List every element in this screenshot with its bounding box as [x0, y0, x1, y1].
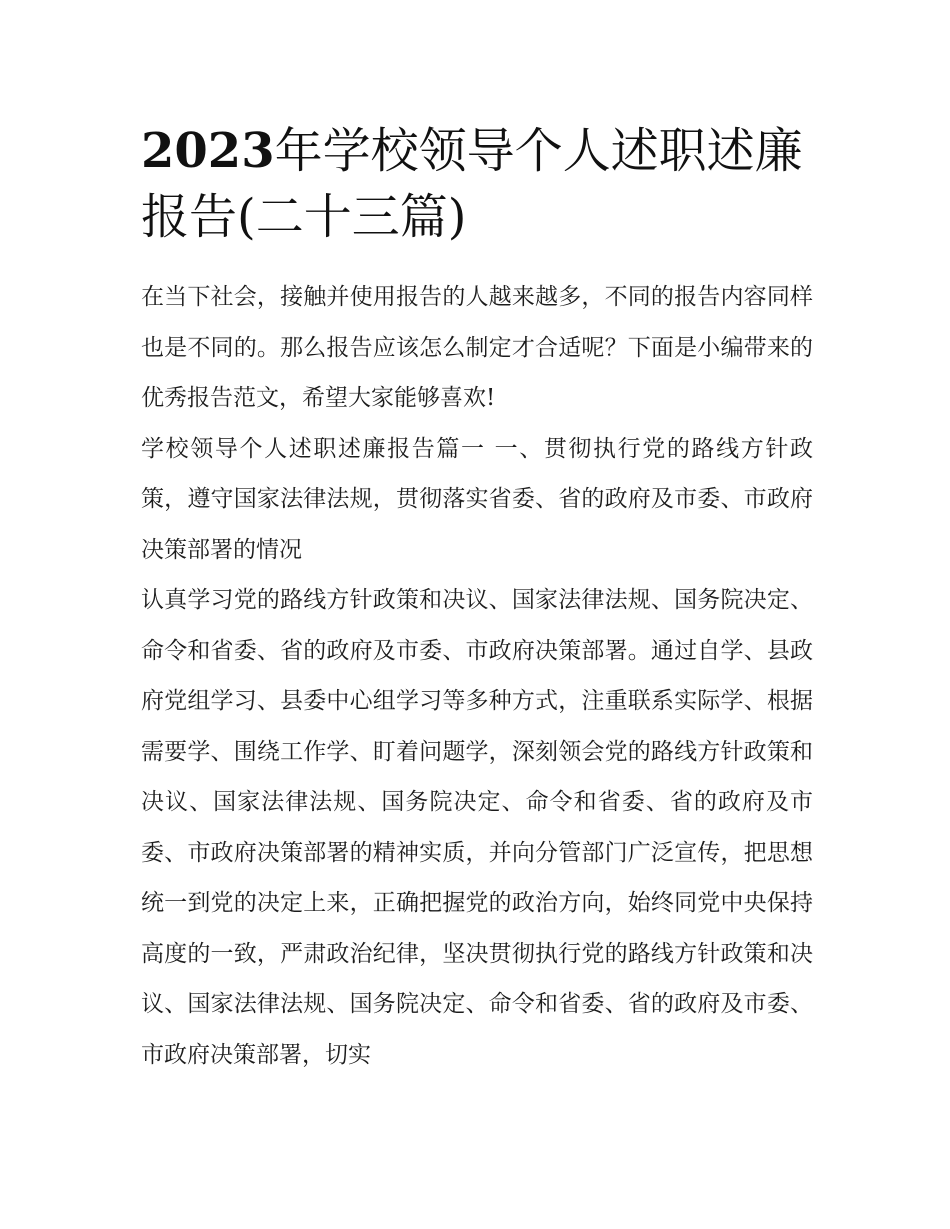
document-body: [141, 118, 813, 1080]
body-paragraph: 认真学习党的路线方针政策和决议、国家法律法规、国务院决定、命令和省委、省的政府及市委、市政府决策部署。通过自学、县政府党组学习、县委中心组学习等多种方式，注重联系实际学、根据需要学、围绕工作学、盯着问题学，深刻领会党的路线方针政策和决议、国家法律法规、国务院决定、命令和省委、省的政府及市委、市政府决策部署的精神实质，并向分管部门广泛宣传，把思想统一到党的决定上来，正确把握党的政治方向，始终同党中央保持高度的一致，严肃政治纪律，坚决贯彻执行党的路线方针政策和决议、国家法律法规、国务院决定、命令和省委、省的政府及市委、市政府决策部署，切实: [141, 587, 813, 1068]
title-year: 2023: [141, 123, 275, 179]
title-text: 年学校领导个人述职述廉报告(二十三篇): [141, 123, 803, 245]
page-title: [141, 118, 813, 250]
section-heading-paragraph: 学校领导个人述职述廉报告篇一 一、贯彻执行党的路线方针政策，遵守国家法律法规，贯彻落实省委、省的政府及市委、市政府决策部署的情况: [141, 435, 813, 563]
intro-paragraph: 在当下社会，接触并使用报告的人越来越多，不同的报告内容同样也是不同的。那么报告应该怎么制定才合适呢？下面是小编带来的优秀报告范文，希望大家能够喜欢!: [141, 284, 813, 411]
